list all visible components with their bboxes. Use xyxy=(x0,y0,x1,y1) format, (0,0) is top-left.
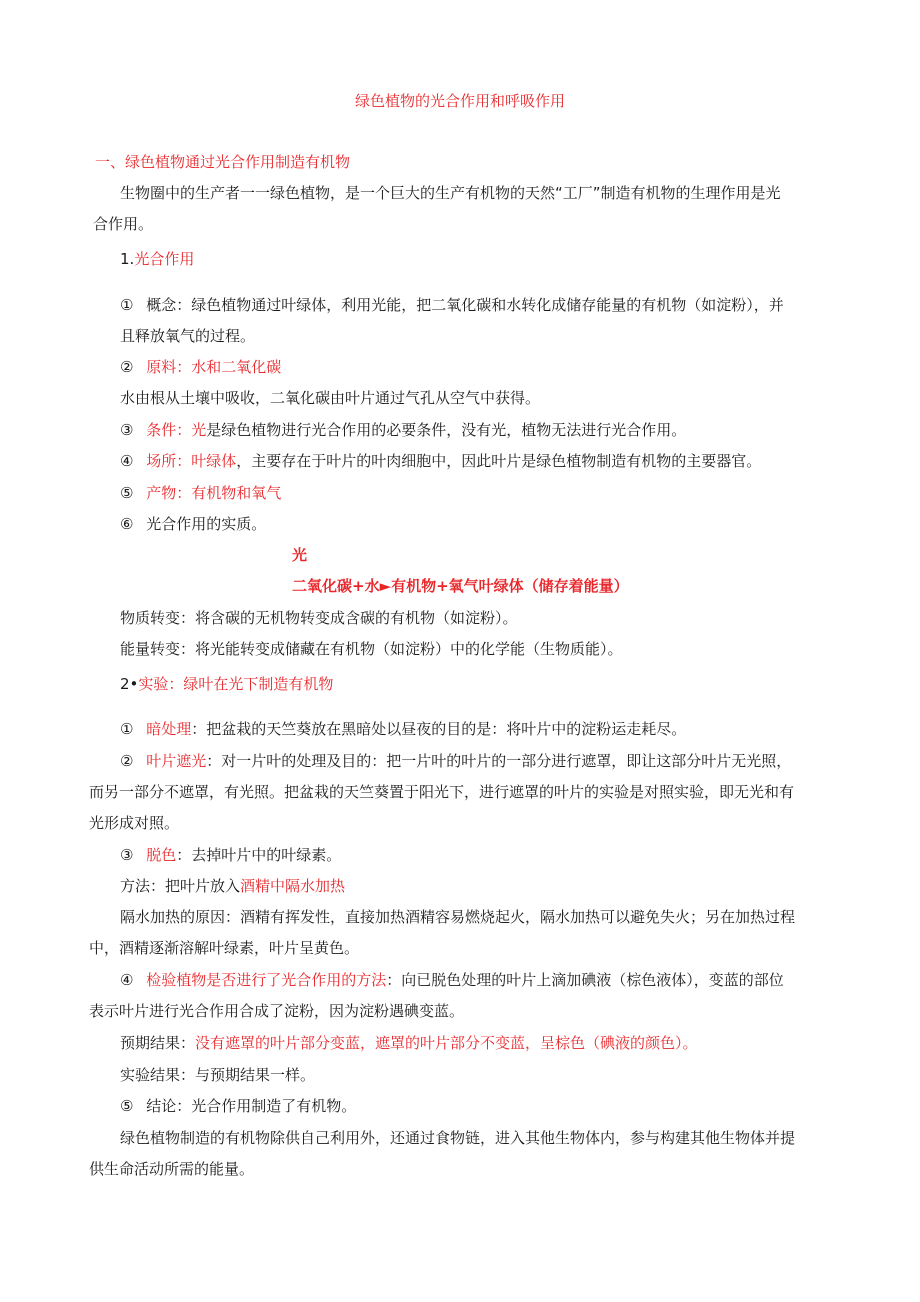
expected-prefix: 预期结果： xyxy=(120,1034,196,1052)
iodine-test-line2: 表示叶片进行光合作用合成了淀粉，因为淀粉遇碘变蓝。 xyxy=(89,1002,465,1020)
item-number: ① xyxy=(120,296,134,314)
condition-text: 是绿色植物进行光合作用的必要条件，没有光，植物无法进行光合作用。 xyxy=(206,421,687,439)
expected-result xyxy=(120,1033,920,1053)
products-item xyxy=(120,483,920,503)
condition-item xyxy=(120,420,920,440)
method-prefix: 方法：把叶片放入 xyxy=(120,877,241,895)
experiment-result: 实验结果：与预期结果一样。 xyxy=(120,1066,316,1084)
location-label: 场所：叶绿体 xyxy=(146,452,237,470)
condition-label: 条件：光 xyxy=(146,421,207,439)
subheading-label: 光合作用 xyxy=(134,250,195,268)
energy-transform: 能量转变：将光能转变成储藏在有机物（如淀粉）中的化学能（生物质能）。 xyxy=(120,640,623,658)
raw-materials-label: 原料：水和二氧化碳 xyxy=(146,358,282,376)
section-heading: 一、绿色植物通过光合作用制造有机物 xyxy=(95,153,351,171)
conclusion-text: 结论：光合作用制造了有机物。 xyxy=(146,1097,357,1115)
iodine-test-item xyxy=(120,970,920,990)
formula-light-label: 光 xyxy=(292,546,308,564)
item-number: ③ xyxy=(120,421,134,439)
products-label: 产物：有机物和氧气 xyxy=(146,484,282,502)
concept-line2: 且释放氧气的过程。 xyxy=(120,327,256,345)
method-highlight: 酒精中隔水加热 xyxy=(240,877,346,895)
iodine-test-text: ：向已脱色处理的叶片上滴加碘液（棕色液体），变蓝的部位 xyxy=(386,971,784,989)
final-paragraph-line2: 供生命活动所需的能量。 xyxy=(89,1160,255,1178)
item-number: ⑤ xyxy=(120,1097,134,1115)
item-number: ④ xyxy=(120,452,134,470)
item-number: ② xyxy=(120,752,134,770)
intro-paragraph-line1: 生物圈中的生产者一一绿色植物，是一个巨大的生产有机物的天然“工厂”制造有机物的生理作用是光 xyxy=(120,184,781,202)
leaf-shading-label: 叶片遮光 xyxy=(146,752,207,770)
subheading-label: 实验：绿叶在光下制造有机物 xyxy=(138,675,334,693)
subheading-photosynthesis xyxy=(120,249,920,269)
iodine-test-label: 检验植物是否进行了光合作用的方法 xyxy=(146,971,387,989)
item-number: ③ xyxy=(120,846,134,864)
expected-highlight: 没有遮罩的叶片部分变蓝，遮罩的叶片部分不变蓝，呈棕色（碘液的颜色）。 xyxy=(195,1034,698,1052)
item-number: ⑥ xyxy=(120,515,134,533)
essence-text: 光合作用的实质。 xyxy=(146,515,267,533)
location-item xyxy=(120,451,920,471)
raw-materials-text: 水由根从土壤中吸收，二氧化碳由叶片通过气孔从空气中获得。 xyxy=(120,389,541,407)
item-number: ⑤ xyxy=(120,484,134,502)
leaf-shading-item xyxy=(120,751,920,771)
concept-line1 xyxy=(120,295,920,315)
location-text: ，主要存在于叶片的叶肉细胞中，因此叶片是绿色植物制造有机物的主要器官。 xyxy=(236,452,762,470)
subheading-experiment xyxy=(120,674,920,694)
reason-line1: 隔水加热的原因：酒精有挥发性，直接加热酒精容易燃烧起火，隔水加热可以避免失火；另在加热过程 xyxy=(120,908,796,926)
concept-text: 概念：绿色植物通过叶绿体，利用光能，把二氧化碳和水转化成储存能量的有机物（如淀粉），并 xyxy=(146,296,784,314)
subheading-number: 1. xyxy=(120,250,135,268)
dark-treatment-text: ：把盆栽的天竺葵放在黑暗处以昼夜的目的是：将叶片中的淀粉运走耗尽。 xyxy=(191,720,687,738)
item-number: ① xyxy=(120,720,134,738)
intro-paragraph-line2: 合作用。 xyxy=(93,215,154,233)
decolor-text: ：去掉叶片中的叶绿素。 xyxy=(176,846,342,864)
matter-transform: 物质转变：将含碳的无机物转变成含碳的有机物（如淀粉）。 xyxy=(120,609,518,627)
dark-treatment-label: 暗处理 xyxy=(146,720,192,738)
reason-line2: 中，酒精逐渐溶解叶绿素，叶片呈黄色。 xyxy=(89,939,360,957)
conclusion-item xyxy=(120,1096,920,1116)
leaf-shading-line3: 光形成对照。 xyxy=(89,814,180,832)
item-number: ② xyxy=(120,358,134,376)
method-line xyxy=(120,876,920,896)
dark-treatment-item xyxy=(120,719,920,739)
leaf-shading-line2: 而另一部分不遮罩，有光照。把盆栽的天竺葵置于阳光下，进行遮罩的叶片的实验是对照实验，即无光和有 xyxy=(89,783,795,801)
leaf-shading-text: ：对一片叶的处理及目的：把一片叶的叶片的一部分进行遮罩，即让这部分叶片无光照， xyxy=(206,752,792,770)
decolor-label: 脱色 xyxy=(146,846,177,864)
item-number: ④ xyxy=(120,971,134,989)
decolor-item xyxy=(120,845,920,865)
final-paragraph-line1: 绿色植物制造的有机物除供自己利用外，还通过食物链，进入其他生物体内，参与构建其他生物体并提 xyxy=(120,1129,796,1147)
essence-item xyxy=(120,514,920,534)
raw-materials-item xyxy=(120,357,920,377)
page-title: 绿色植物的光合作用和呼吸作用 xyxy=(354,92,565,110)
photosynthesis-formula: 二氧化碳+水►有机物+氧气叶绿体（储存着能量） xyxy=(292,577,629,595)
subheading-number: 2• xyxy=(120,675,139,693)
